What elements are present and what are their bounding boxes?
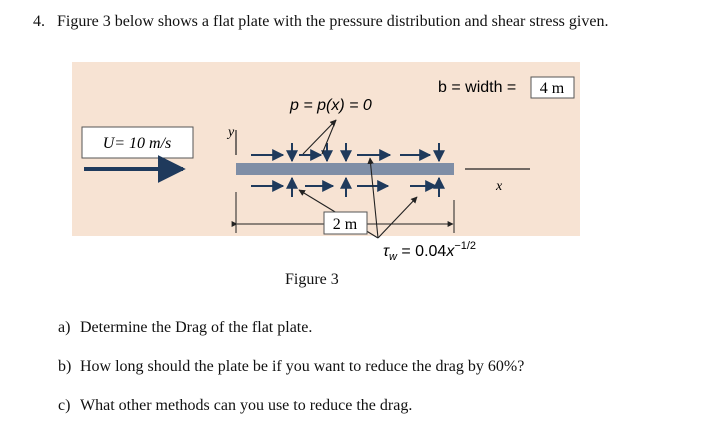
shear-equation: $\tau_w = 0.04x^{-1/2}$ xyxy=(383,240,477,263)
flat-plate xyxy=(236,163,454,175)
velocity-label: U= 10 m/s xyxy=(102,135,172,152)
pressure-equation: p = p(x) = 0 xyxy=(290,97,372,114)
x-axis-label: x xyxy=(496,179,503,194)
length-value: 2 m xyxy=(332,216,358,233)
question-text: Figure 3 below shows a flat plate with the pressure distribution and shear stress given. xyxy=(57,13,609,30)
part-c-text: What other methods can you use to reduce the drag. xyxy=(80,397,413,414)
part-b-text: How long should the plate be if you want to reduce the drag by 60%? xyxy=(80,358,525,375)
part-c xyxy=(58,397,412,415)
part-a xyxy=(58,319,312,337)
part-b-label: b) xyxy=(58,358,72,375)
part-a-label: a) xyxy=(58,319,71,336)
width-label: b = width = xyxy=(438,79,517,96)
figure-caption: Figure 3 xyxy=(285,271,339,288)
question-number: 4. xyxy=(33,13,45,30)
y-axis-label: y xyxy=(228,125,235,140)
part-a-text: Determine the Drag of the flat plate. xyxy=(80,319,313,336)
part-c-label: c) xyxy=(58,397,71,414)
part-b xyxy=(58,358,524,376)
width-value: 4 m xyxy=(539,80,565,97)
